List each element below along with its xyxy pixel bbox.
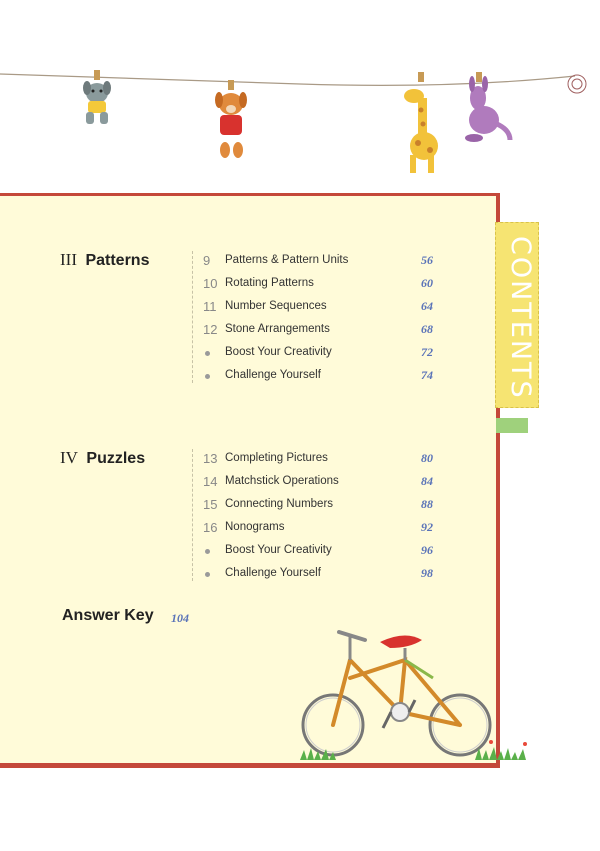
section-name: Puzzles: [86, 450, 146, 467]
toc-entry[interactable]: [203, 497, 433, 517]
divider-line: [192, 449, 193, 581]
chapter-title: Challenge Yourself: [225, 567, 321, 579]
page-number: 56: [421, 253, 433, 267]
chapter-number: 11: [203, 299, 217, 314]
chapter-number: 14: [203, 474, 218, 489]
chapter-title: Challenge Yourself: [225, 369, 321, 381]
toc-entry[interactable]: [203, 299, 433, 319]
answer-key-title[interactable]: Answer Key: [62, 607, 154, 624]
contents-tab-label: CONTENTS: [505, 236, 536, 400]
chapter-title: Rotating Patterns: [225, 277, 314, 289]
giraffe-toy-icon: [404, 72, 438, 173]
divider-line: [192, 251, 193, 383]
chapter-title: Number Sequences: [225, 300, 327, 312]
page-number: 84: [421, 474, 433, 488]
section-title: [60, 250, 149, 270]
page-number: 80: [421, 451, 433, 465]
toc-entry[interactable]: [203, 345, 433, 365]
chapter-title: Matchstick Operations: [225, 475, 339, 487]
page-number: 74: [421, 368, 433, 382]
chapter-number: 16: [203, 520, 218, 535]
kangaroo-toy-icon: [465, 72, 510, 142]
toc-entry[interactable]: [203, 451, 433, 471]
page-number: 72: [421, 345, 433, 359]
chapter-number: 10: [203, 276, 218, 291]
section-name: Patterns: [85, 252, 150, 269]
toc-entry[interactable]: [203, 543, 433, 563]
bullet-icon: [205, 374, 210, 379]
bullet-icon: [205, 549, 210, 554]
answer-key-page: 104: [171, 611, 189, 625]
chapter-title: Stone Arrangements: [225, 323, 330, 335]
chapter-title: Connecting Numbers: [225, 498, 334, 510]
teddy-toy-icon: [215, 80, 247, 158]
toc-entry[interactable]: [203, 566, 433, 586]
bicycle-illustration: [295, 620, 550, 770]
toc-entry[interactable]: [203, 368, 433, 388]
toc-entry[interactable]: [203, 253, 433, 273]
toc-entry[interactable]: [203, 520, 433, 540]
toc-entry[interactable]: [203, 276, 433, 296]
section-numeral: IV: [60, 448, 78, 467]
chapter-number: 13: [203, 451, 218, 466]
bicycle-icon: [303, 632, 490, 755]
chapter-title: Completing Pictures: [225, 452, 328, 464]
chapter-number: 9: [203, 253, 211, 268]
chapter-title: Nonograms: [225, 521, 285, 533]
section-title: [60, 448, 145, 468]
green-bookmark-tab: [496, 418, 528, 433]
page-number: 60: [421, 276, 433, 290]
bullet-icon: [205, 572, 210, 577]
page-number: 64: [421, 299, 433, 313]
toc-entry[interactable]: [203, 322, 433, 342]
grass-icon: [300, 740, 527, 760]
page-number: 68: [421, 322, 433, 336]
chapter-title: Boost Your Creativity: [225, 346, 332, 358]
toc-entry[interactable]: [203, 474, 433, 494]
chapter-title: Patterns & Pattern Units: [225, 254, 349, 266]
page-number: 98: [421, 566, 433, 580]
chapter-number: 12: [203, 322, 218, 337]
page-number: 96: [421, 543, 433, 557]
chapter-number: 15: [203, 497, 218, 512]
clothesline-illustration: [0, 0, 600, 190]
page-number: 92: [421, 520, 433, 534]
page-number: 88: [421, 497, 433, 511]
chapter-title: Boost Your Creativity: [225, 544, 332, 556]
section-numeral: III: [60, 250, 77, 269]
spiral-hook-icon: [568, 75, 586, 93]
bullet-icon: [205, 351, 210, 356]
